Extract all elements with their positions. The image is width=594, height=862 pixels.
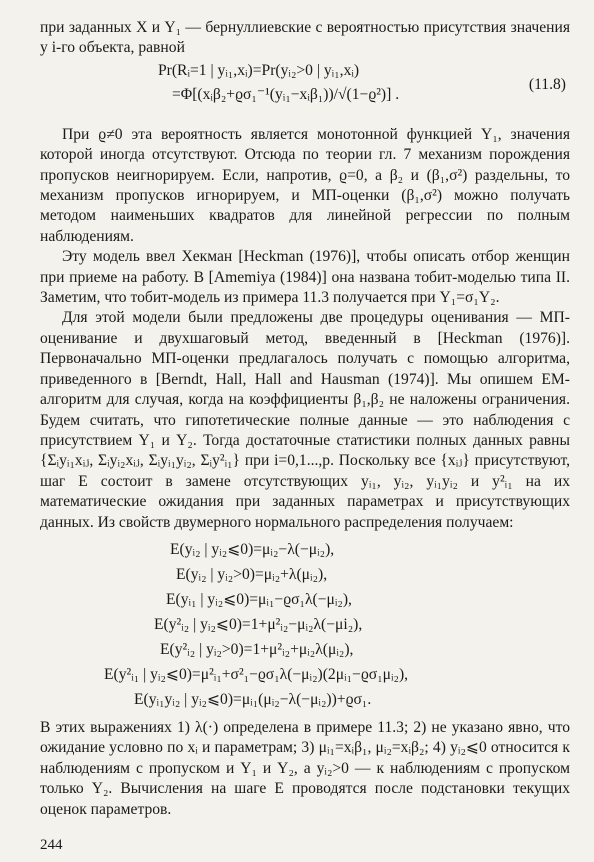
paragraph-notes: В этих выражениях 1) λ(·) определена в примере 11.3; 2) не указано явно, что ожидание условно по xᵢ и параметрам; 3) μᵢ₁=xᵢβ₁, μᵢ₂=xᵢβ₂; 4) yᵢ₂⩽0 относится к наблюдениям с пропуском и Y₁ и Y₂, а yᵢ₂>0 — к наблюдениям с пропуском только Y₂. Вычисления на шаге Е проводятся после подстановки текущих оценок параметров. [40,718,570,818]
page-number: 244 [40,837,63,853]
expectation-equations [40,537,570,712]
expectation-equation: E(yᵢ₂ | yᵢ₂>0)=μᵢ₂+λ(μᵢ₂), [176,565,328,583]
expectation-equation: E(yᵢ₁yᵢ₂ | yᵢ₂⩽0)=μᵢ₁(μᵢ₂−λ(−μᵢ₂))+ϱσ₁. [134,690,372,708]
equation-number: (11.8) [528,75,566,93]
expectation-equation: E(yᵢ₂ | yᵢ₂⩽0)=μᵢ₂−λ(−μᵢ₂), [170,540,335,558]
equation-11-8-line1: Pr(Rᵢ=1 | yᵢ₁,xᵢ)=Pr(yᵢ₂>0 | yᵢ₁,xᵢ) [158,61,360,79]
expectation-equation: E(y²ᵢ₂ | yᵢ₂⩽0)=1+μ²ᵢ₂−μᵢ₂λ(−μi₂), [154,615,363,633]
expectation-equation: E(y²ᵢ₁ | yᵢ₂⩽0)=μ²ᵢ₁+σ²₁−ϱσ₁λ(−μᵢ₂)(2μᵢ₁−ϱσ₁μᵢ₂), [104,665,409,683]
equation-11-8-line2: =Φ[(xᵢβ₂+ϱσ₁⁻¹(yᵢ₁−xᵢβ₁))/√(1−ϱ²)] . [172,85,400,103]
paragraph-heckman: Эту модель ввел Хекман [Heckman (1976)], чтобы описать отбор женщин при приеме на работу. В [Amemiya (1984)] она названа тобит-моделью типа II. Заметим, что тобит-модель из примера 11.3 получается при Y₁=σ₁Y₂. [40,248,570,307]
paragraph-intro: при заданных X и Y₁ — бернуллиевские с вероятностью присутствия значения у i-го объекта, равной [40,19,570,57]
paragraph-monotone: При ϱ≠0 эта вероятность является монотонной функцией Y₁, значения которой иногда отсутствуют. Отсюда по теории гл. 7 механизм порождения пропусков неигнорируем. Если, напротив, ϱ=0, а β₂ и (β₁,σ²) раздельны, то механизм пропусков игнорируем, и МП-оценки (β₁,σ²) можно получать методом наименьших квадратов для линейной регрессии по полным наблюдениям. [40,125,570,245]
equation-11-8 [40,61,570,119]
expectation-equation: E(y²ᵢ₂ | yᵢ₂>0)=1+μ²ᵢ₂+μᵢ₂λ(μᵢ₂), [160,640,354,658]
paragraph-procedures: Для этой модели были предложены две процедуры оценивания — МП-оценивание и двухшаговый метод, введенный в [Heckman (1976)]. Первоначально МП-оценки предлагалось получать с помощью алгоритма, приведенного в [Berndt, Hall, Hall and Hausman (1974)]. Мы опишем ЕМ-алгоритм для случая, когда на коэффициенты β₁,β₂ не наложены ограничения. Будем считать, что гипотетические полные данные — это наблюдения с присутствием Y₁ и Y₂. Тогда достаточные статистики полных данных равны {Σᵢyᵢ₁xᵢⱼ, Σᵢyᵢ₂xᵢⱼ, Σᵢyᵢ₁yᵢ₂, Σᵢy²ᵢ₁} при i=0,1...,p. Поскольку все {xᵢⱼ} присутствуют, шаг Е состоит в замене отсутствующих yᵢ₁, yᵢ₂, yᵢ₁yᵢ₂ и y²ᵢ₁ на их математические ожидания при заданных параметрах и присутствующих данных. Из свойств двумерного нормального распределения получаем: [40,309,570,531]
expectation-equation: E(yᵢ₁ | yᵢ₂⩽0)=μᵢ₁−ϱσ₁λ(−μᵢ₂), [166,590,352,608]
